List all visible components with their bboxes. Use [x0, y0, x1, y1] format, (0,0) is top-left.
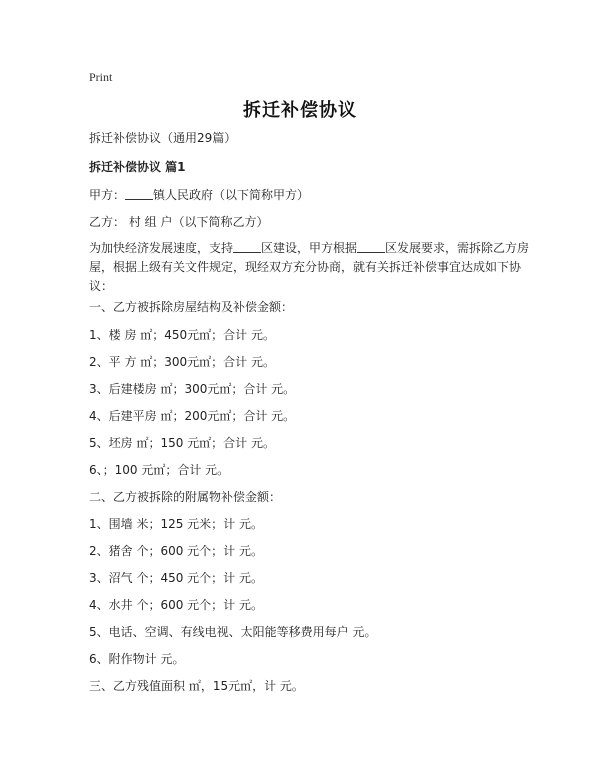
list-item: 4、后建平房 ㎡；200元㎡；合计 元。: [89, 409, 296, 423]
section-3-line: 三、乙方残值面积 ㎡，15元㎡，计 元。: [89, 679, 304, 693]
section-1-heading: 一、乙方被拆除房屋结构及补偿金额：: [89, 300, 294, 314]
section-2-heading: 二、乙方被拆除的附属物补偿金额：: [89, 490, 282, 504]
party-a-suffix: 镇人民政府（以下简称甲方）: [153, 188, 310, 202]
document-title: 拆迁补偿协议: [243, 100, 357, 121]
list-item: 5、电话、空调、有线电视、太阳能等移费用每户 元。: [89, 625, 377, 639]
list-item: 1、围墙 米；125 元米；计 元。: [89, 517, 263, 531]
print-link[interactable]: Print: [89, 70, 113, 84]
intro-paragraph: [89, 239, 539, 296]
intro-part-2: 区建设，甲方根据: [261, 241, 358, 255]
list-item: 6、；100 元㎡；合计 元。: [89, 463, 230, 477]
section-heading: 拆迁补偿协议 篇1: [89, 160, 186, 174]
party-a-prefix: 甲方：: [89, 188, 126, 202]
blank-underline: [125, 187, 153, 200]
party-b-line: 乙方： 村 组 户（以下简称乙方）: [89, 215, 269, 229]
list-item: 1、楼 房 ㎡；450元㎡；合计 元。: [89, 328, 275, 342]
list-item: 6、附作物计 元。: [89, 652, 185, 666]
party-a-line: [89, 186, 539, 205]
document-subtitle: 拆迁补偿协议（通用29篇）: [89, 131, 237, 145]
list-item: 2、平 方 ㎡；300元㎡；合计 元。: [89, 355, 275, 369]
list-item: 5、坯房 ㎡；150 元㎡；合计 元。: [89, 436, 275, 450]
list-item: 3、沼气 个；450 元个；计 元。: [89, 571, 263, 585]
list-item: 3、后建楼房 ㎡；300元㎡；合计 元。: [89, 382, 296, 396]
intro-part-1: 为加快经济发展速度，支持: [89, 241, 234, 255]
blank-underline: [233, 240, 261, 253]
blank-underline: [357, 240, 385, 253]
intro-part-3: 区发展要求，需拆除乙方房屋，根据上级有关文件规定，现经双方充分协商，就有关拆迁补偿事宜达成如下协议：: [89, 241, 530, 293]
list-item: 2、猪舍 个；600 元个；计 元。: [89, 544, 263, 558]
list-item: 4、水井 个；600 元个；计 元。: [89, 598, 263, 612]
